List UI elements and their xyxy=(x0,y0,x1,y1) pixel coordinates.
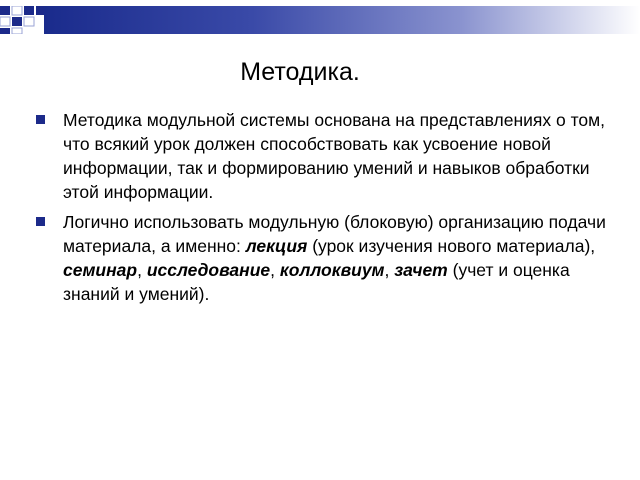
bullet-list xyxy=(36,108,616,312)
slide-title: Методика. xyxy=(240,58,360,86)
term-credit: зачет xyxy=(394,260,448,280)
bullet-ending-text: (учет и оценка знаний и умений). xyxy=(63,260,570,304)
banner-gradient-bar xyxy=(44,6,640,34)
bullet-item-1 xyxy=(36,108,616,204)
header-banner xyxy=(0,6,640,34)
square-bullet-icon xyxy=(36,217,45,226)
bullet-item-2 xyxy=(36,210,616,306)
term-colloquium: коллоквиум xyxy=(279,260,385,280)
square-bullet-icon xyxy=(36,115,45,124)
separator: , xyxy=(270,260,280,280)
separator: , xyxy=(384,260,395,280)
bullet-intro-text: Логично использовать модульную (блоковую) организацию подачи материала, а именно: xyxy=(63,212,606,256)
decorative-squares-icon xyxy=(0,6,60,34)
term-seminar: семинар xyxy=(63,260,138,280)
bullet-text: Методика модульной системы основана на представлениях о том, что всякий урок должен способствовать как усвоение новой информации, так и формированию умений и навыков обработки этой информации. xyxy=(63,110,606,202)
separator: , xyxy=(137,260,147,280)
term-research: исследование xyxy=(146,260,271,280)
term-lecture: лекция xyxy=(245,236,308,256)
term-lecture-note: (урок изучения нового материала), xyxy=(307,236,596,256)
